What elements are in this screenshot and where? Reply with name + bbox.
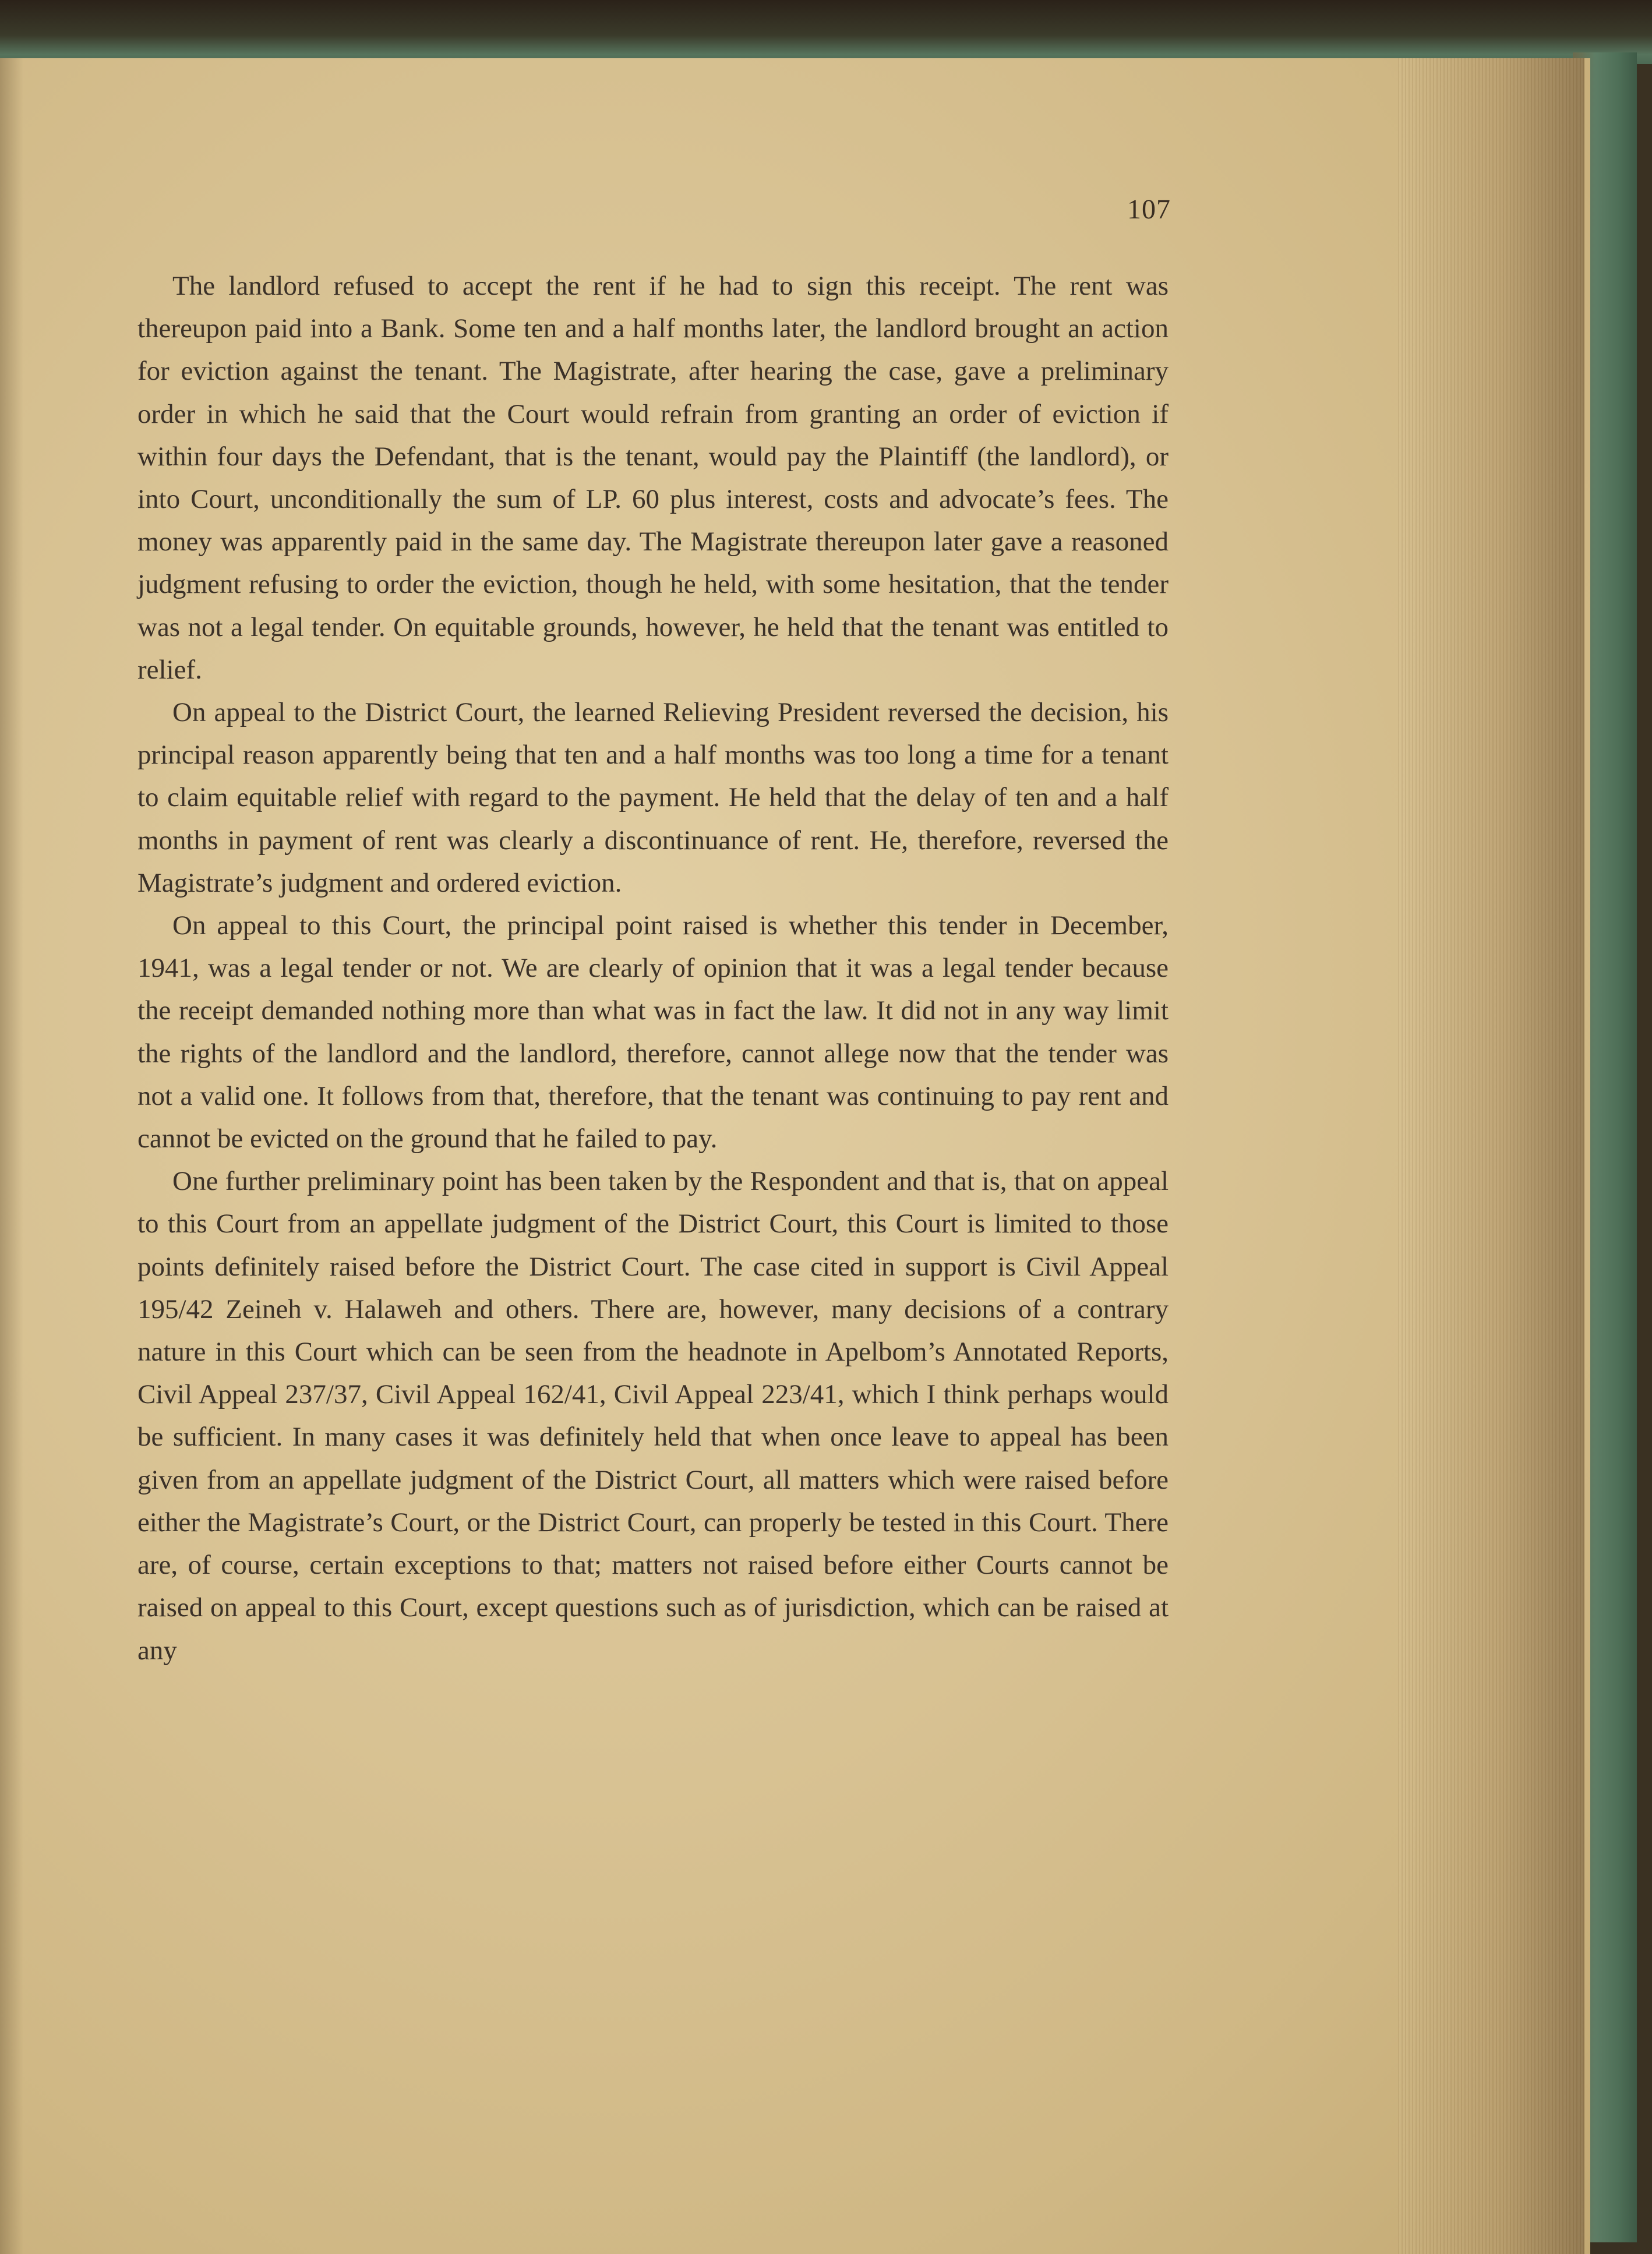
paragraph-4: One further preliminary point has been taken by the Respondent and that is, that on appeal to this Court from an appellate judgment of the District Court, this Court is limited to those points definitely raised before the District Court. The case cited in support is Civil Appeal 195/42 Zeineh v. Halaweh and others. There are, however, many decisions of a contrary nature in this Court which can be seen from the headnote in Apelbom’s Annotated Reports, Civil Appeal 237/37, Civil Appeal 162/41, Civil Appeal 223/41, which I think perhaps would be sufficient. In many cases it was definitely held that when once leave to appeal has been given from an appellate judgment of the District Court, all matters which were raised before either the Magistrate’s Court, or the District Court, can properly be tested in this Court. There are, of course, certain exceptions to that; matters not raised before either Courts cannot be raised on appeal to this Court, except questions such as of jurisdiction, which can be raised at any — [137, 1166, 1169, 1666]
gutter-shadow — [0, 58, 23, 2254]
paragraph-1: The landlord refused to accept the rent if he had to sign this receipt. The rent was thereupon paid into a Bank. Some ten and a half months later, the landlord brought an action for eviction against the tenant. The Magistrate, after hearing the case, gave a preliminary order in which he said that the Court would refrain from granting an order of eviction if within four days the Defendant, that is the tenant, would pay the Plaintiff (the landlord), or into Court, unconditionally the sum of LP. 60 plus interest, costs and advocate’s fees. The money was apparently paid in the same day. The Magistrate thereupon later gave a reasoned judgment refusing to order the eviction, though he held, with some hesitation, that the tender was not a legal tender. On equitable grounds, however, he held that the tenant was entitled to relief. — [137, 271, 1169, 685]
book-top-edge — [0, 0, 1652, 64]
page-stack-edges — [1398, 58, 1584, 2254]
page-number: 107 — [1127, 194, 1171, 225]
body-text — [137, 265, 1169, 1672]
paragraph-2: On appeal to the District Court, the learned Relieving President reversed the decision, his principal reason apparently being that ten and a half months was too long a time for a tenant to claim equitable relief with regard to the payment. He held that the delay of ten and a half months in payment of rent was clearly a discontinuance of rent. He, therefore, reversed the Magistrate’s judgment and ordered eviction. — [137, 697, 1169, 898]
paragraph-3: On appeal to this Court, the principal point raised is whether this tender in December, 1941, was a legal tender or not. We are clearly of opinion that it was a legal tender because the receipt demanded nothing more than what was in fact the law. It did not in any way limit the rights of the landlord and the landlord, therefore, cannot allege now that the tender was not a valid one. It follows from that, therefore, that the tenant was continuing to pay rent and cannot be evicted on the ground that he failed to pay. — [137, 910, 1169, 1154]
